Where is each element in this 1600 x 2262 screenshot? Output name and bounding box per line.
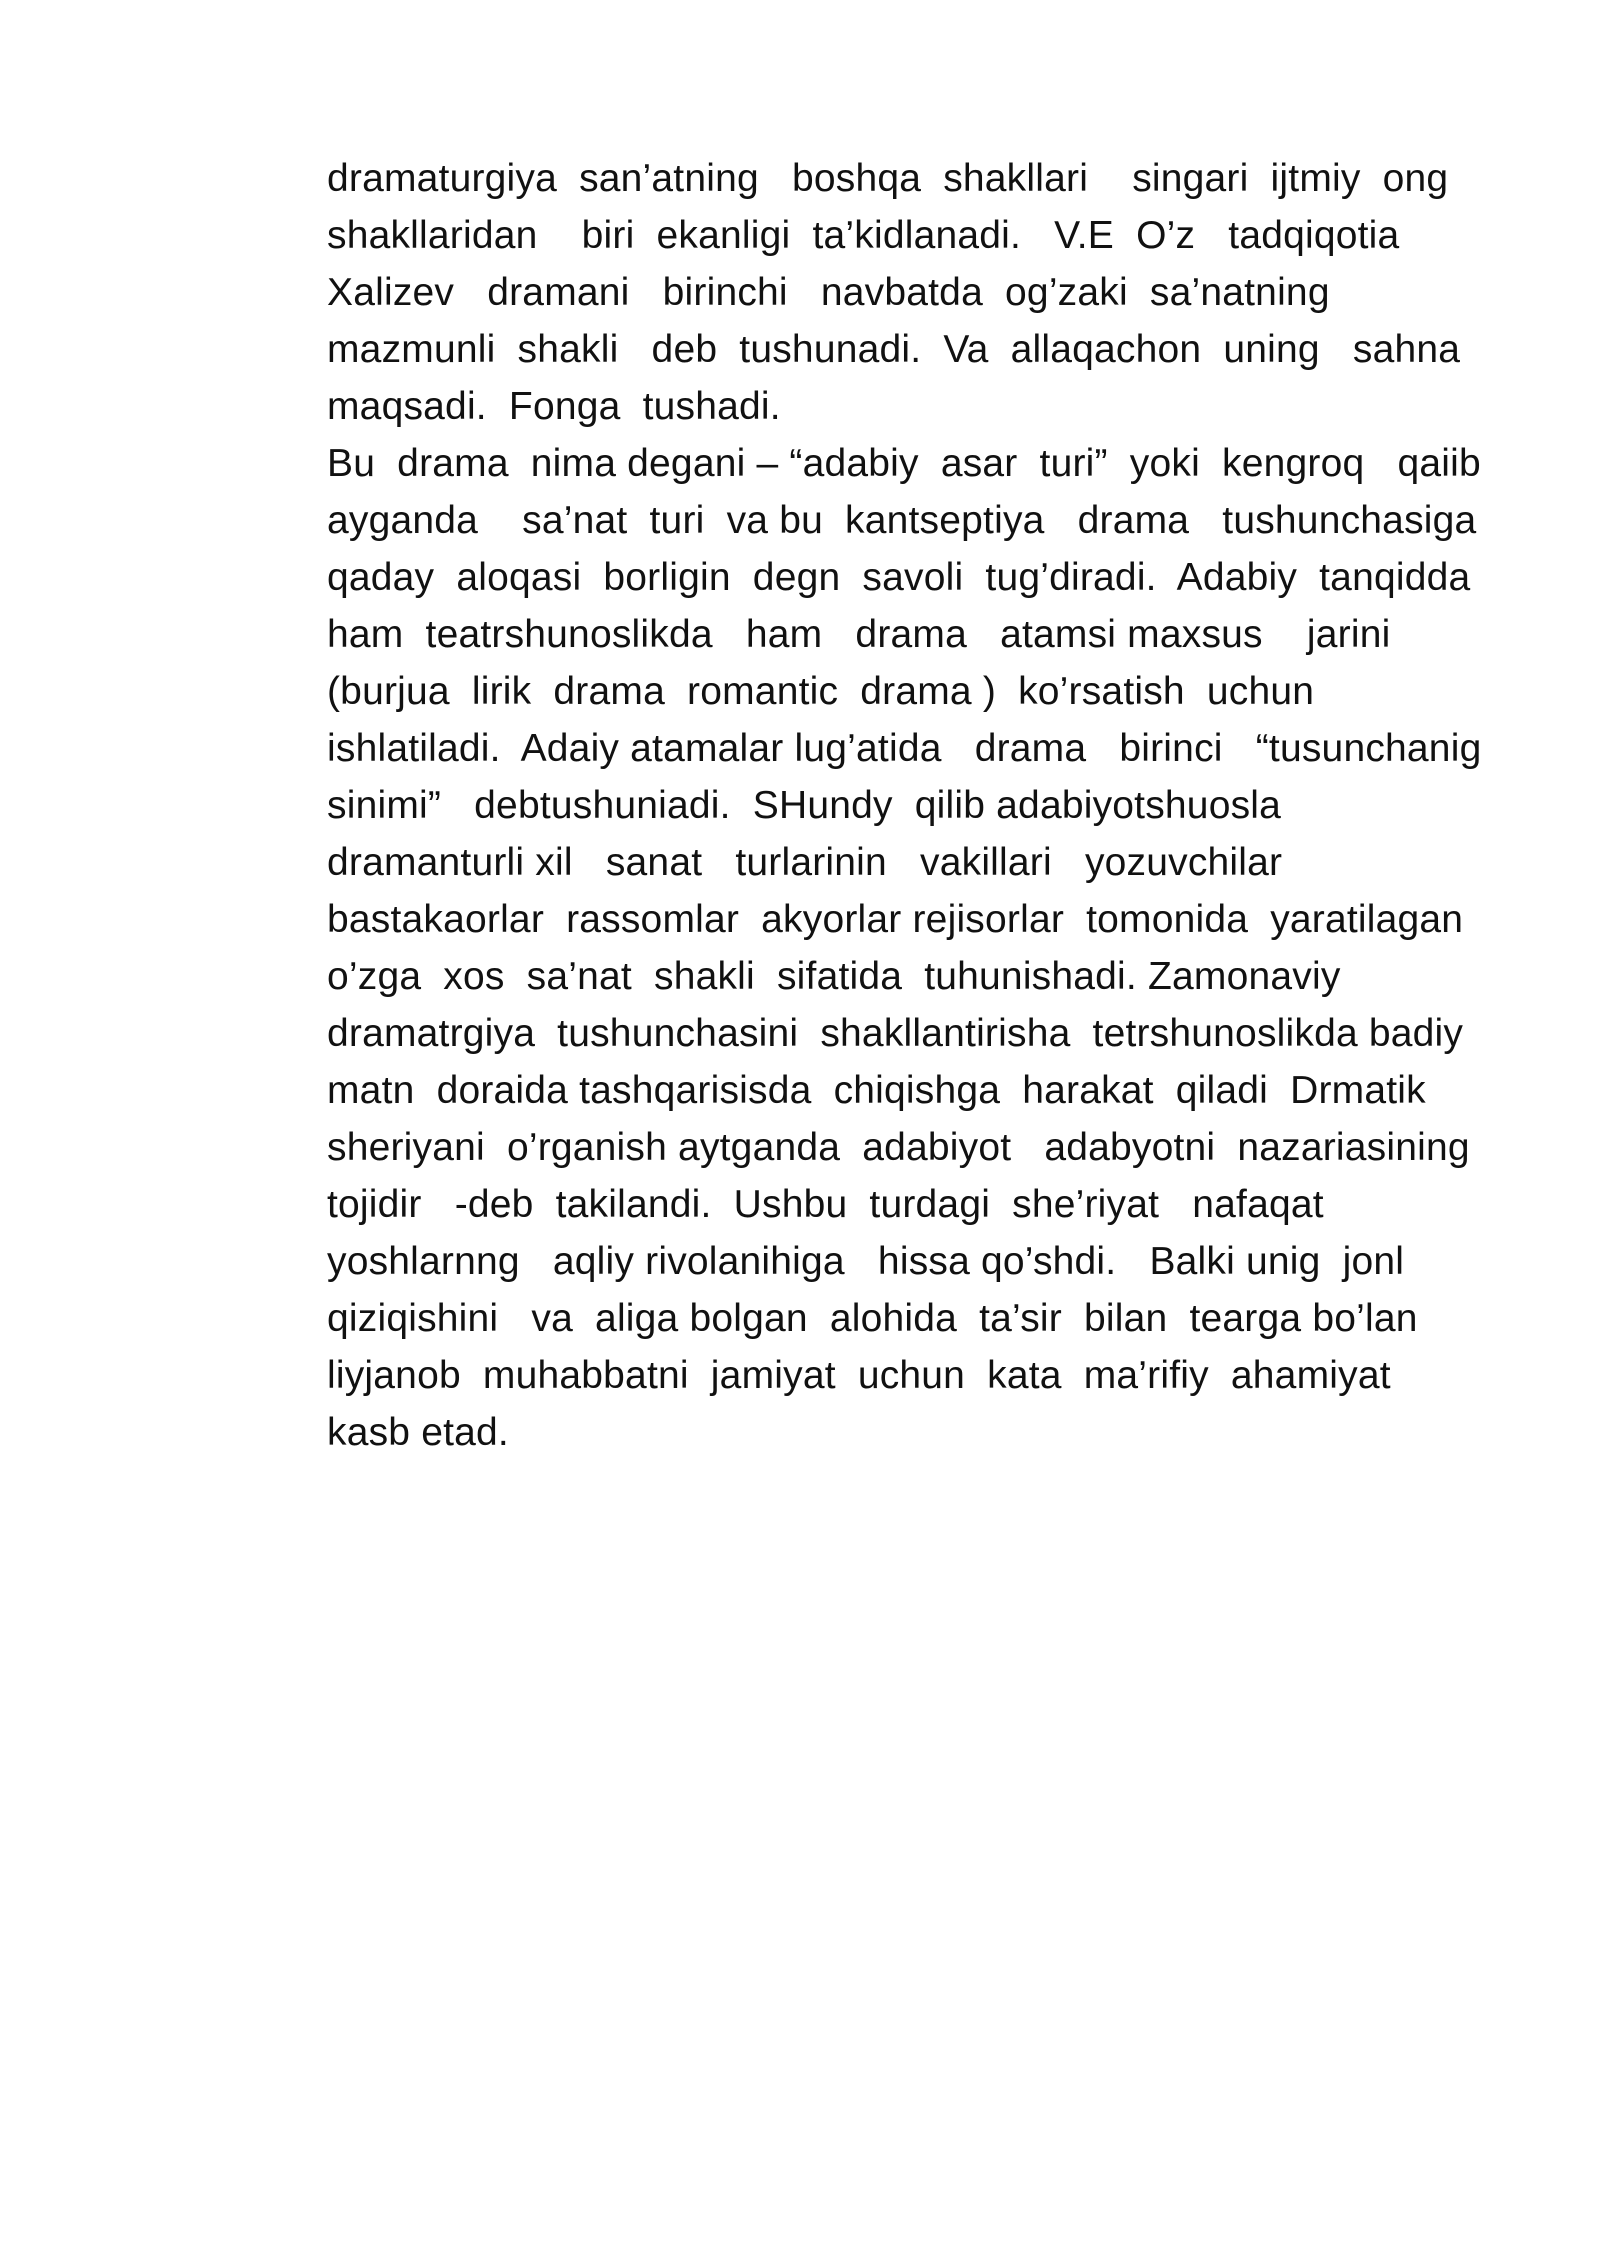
text-line: (burjua lirik drama romantic drama ) ko’rsatish uchun [327, 670, 1315, 713]
text-line: sheriyani o’rganish aytganda adabiyot adabyotni nazariasining [327, 1126, 1470, 1169]
text-line: shakllaridan biri ekanligi ta’kidlanadi. V.E O’z tadqiqotia [327, 214, 1400, 257]
text-line: Bu drama nima degani – “adabiy asar turi” yoki kengroq qaiib [327, 442, 1481, 485]
text-line: kasb etad. [327, 1411, 509, 1454]
text-line: ishlatiladi. Adaiy atamalar lug’atida drama birinci “tusunchanig [327, 727, 1482, 770]
text-line: dramaturgiya san’atning boshqa shakllari singari ijtmiy ong [327, 157, 1449, 200]
text-line: matn doraida tashqarisisda chiqishga harakat qiladi Drmatik [327, 1069, 1426, 1112]
text-line: mazmunli shakli deb tushunadi. Va allaqachon uning sahna [327, 328, 1461, 371]
text-line: yoshlarnng aqliy rivolanihiga hissa qo’shdi. Balki unig jonl [327, 1240, 1405, 1283]
text-line: maqsadi. Fonga tushadi. [327, 385, 781, 428]
body-text [327, 150, 1507, 1461]
text-line: Xalizev dramani birinchi navbatda og’zaki sa’natning [327, 271, 1330, 314]
text-line: ayganda sa’nat turi va bu kantseptiya drama tushunchasiga [327, 499, 1477, 542]
text-line: sinimi” debtushuniadi. SHundy qilib adabiyotshuosla [327, 784, 1282, 827]
text-line: tojidir -deb takilandi. Ushbu turdagi she’riyat nafaqat [327, 1183, 1324, 1226]
text-line: ham teatrshunoslikda ham drama atamsi maxsus jarini [327, 613, 1391, 656]
text-line: liyjanob muhabbatni jamiyat uchun kata ma’rifiy ahamiyat [327, 1354, 1391, 1397]
text-line: dramatrgiya tushunchasini shakllantirisha tetrshunoslikda badiy [327, 1012, 1464, 1055]
text-line: o’zga xos sa’nat shakli sifatida tuhunishadi. Zamonaviy [327, 955, 1341, 998]
text-line: qaday aloqasi borligin degn savoli tug’diradi. Adabiy tanqidda [327, 556, 1471, 599]
text-line: bastakaorlar rassomlar akyorlar rejisorlar tomonida yaratilagan [327, 898, 1464, 941]
text-line: qiziqishini va aliga bolgan alohida ta’sir bilan tearga bo’lan [327, 1297, 1418, 1340]
text-line: dramanturli xil sanat turlarinin vakillari yozuvchilar [327, 841, 1283, 884]
